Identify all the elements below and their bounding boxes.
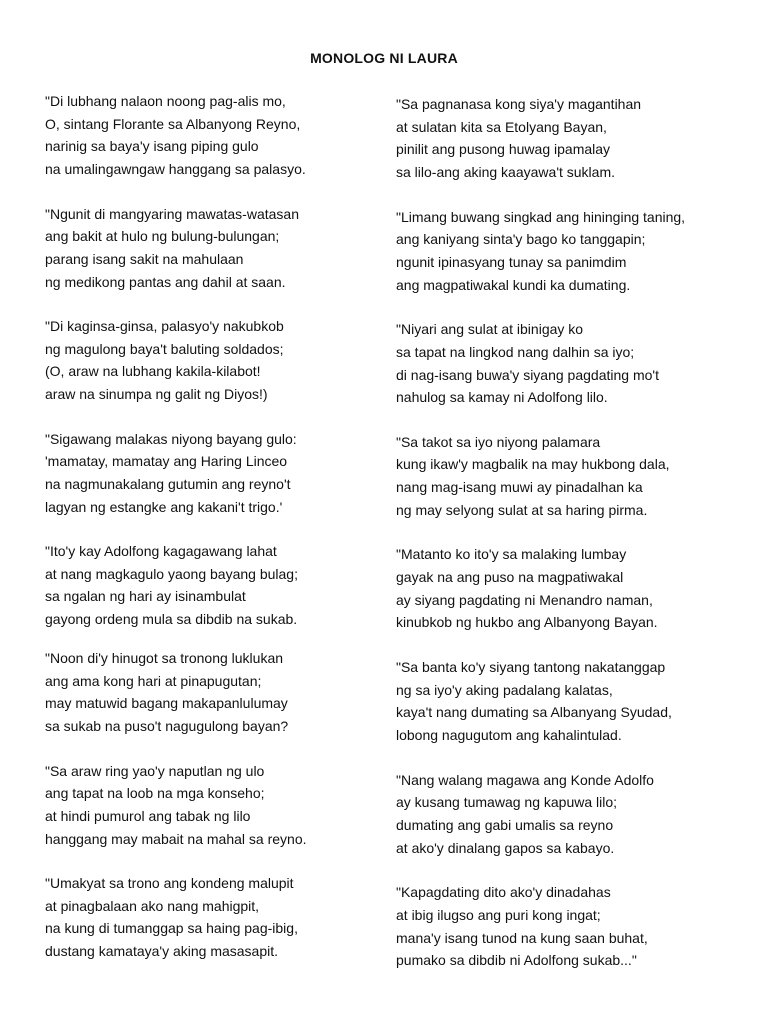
verse-line: 'mamatay, mamatay ang Haring Linceo xyxy=(45,453,288,470)
verse-line: nahulog sa kamay ni Adolfong lilo. xyxy=(396,389,608,406)
stanza xyxy=(45,760,375,873)
verse-line: ang bakit at hulo ng bulung-bulungan; xyxy=(45,228,280,245)
verse-line: lagyan ng estangke ang kakani't trigo.' xyxy=(45,498,283,515)
verse-line: "Ngunit di mangyaring mawatas-watasan xyxy=(45,205,299,222)
verse-line: "Nang walang magawa ang Konde Adolfo xyxy=(396,771,654,788)
verse-line: "Sa banta ko'y siyang tantong nakatanggap xyxy=(396,658,666,675)
verse-line: na kung di tumanggap sa haing pag-ibig, xyxy=(45,920,298,937)
verse-line: at hindi pumurol ang tabak ng lilo xyxy=(45,807,251,824)
stanza xyxy=(396,431,746,544)
verse-line: "Di lubhang nalaon noong pag-alis mo, xyxy=(45,93,286,109)
stanza xyxy=(396,769,746,882)
verse-line: mana'y isang tunod na kung saan buhat, xyxy=(396,929,648,946)
verse-line: "Niyari ang sulat at ibinigay ko xyxy=(396,321,584,338)
stanza xyxy=(45,90,375,203)
verse-line: kaya't nang dumating sa Albanyang Syudad, xyxy=(396,704,672,721)
verse-line: "Kapagdating dito ako'y dinadahas xyxy=(396,884,611,901)
verse-line: pinilit ang pusong huwag ipamalay xyxy=(396,141,611,158)
verse-line: gayong ordeng mula sa dibdib na sukab. xyxy=(45,611,298,628)
verse-line: "Limang buwang singkad ang hininging taning, xyxy=(396,208,686,225)
page-title: MONOLOG NI LAURA xyxy=(310,50,458,66)
stanza xyxy=(396,656,746,769)
verse-line: at ibig ilugso ang puri kong ingat; xyxy=(396,906,601,923)
verse-line: ng magulong baya't baluting soldados; xyxy=(45,340,284,357)
verse-line: "Noon di'y hinugot sa tronong luklukan xyxy=(45,650,284,666)
verse-line: narinig sa baya'y isang piping gulo xyxy=(45,138,259,155)
verse-line: sa lilo-ang aking kaayawa't suklam. xyxy=(396,164,616,181)
verse-line: ngunit ipinasyang tunay sa panimdim xyxy=(396,254,627,270)
verse-line: sa ngalan ng hari ay isinambulat xyxy=(45,588,246,605)
verse-line: araw na sinumpa ng galit ng Diyos!) xyxy=(45,386,268,403)
left-column xyxy=(45,90,375,985)
stanza xyxy=(45,428,375,541)
verse-line: may matuwid bagang makapanlulumay xyxy=(45,695,288,712)
verse-line: di nag-isang buwa'y siyang pagdating mo't xyxy=(396,366,659,383)
stanza xyxy=(396,206,746,319)
verse-line: gayak na ang puso na magpatiwakal xyxy=(396,569,624,586)
verse-line: parang isang sakit na mahulaan xyxy=(45,250,244,267)
verse-line: kung ikaw'y magbalik na may hukbong dala, xyxy=(396,456,670,473)
verse-line: dumating ang gabi umalis sa reyno xyxy=(396,816,614,833)
verse-line: lobong nagugutom ang kahalintulad. xyxy=(396,727,622,744)
verse-line: ang ama kong hari at pinapugutan; xyxy=(45,672,262,689)
verse-line: at pinagbalaan ako nang mahigpit, xyxy=(45,897,260,914)
verse-line: kinubkob ng hukbo ang Albanyong Bayan. xyxy=(396,614,658,631)
verse-line: hanggang may mabait na mahal sa reyno. xyxy=(45,830,307,847)
verse-line: ng may selyong sulat at sa haring pirma. xyxy=(396,501,648,518)
verse-line: at ako'y dinalang gapos sa kabayo. xyxy=(396,839,615,856)
verse-line: sa tapat na lingkod nang dalhin sa iyo; xyxy=(396,343,635,360)
verse-line: ng medikong pantas ang dahil at saan. xyxy=(45,273,286,290)
verse-line: "Sa araw ring yao'y naputlan ng ulo xyxy=(45,762,265,779)
verse-line: na nagmunakalang gutumin ang reyno't xyxy=(45,475,291,492)
stanza xyxy=(396,881,746,994)
verse-line: ang tapat na loob na mga konseho; xyxy=(45,785,265,802)
verse-line: "Di kaginsa-ginsa, palasyo'y nakubkob xyxy=(45,318,284,334)
stanza xyxy=(45,540,375,647)
stanza xyxy=(396,93,746,206)
verse-line: "Sa takot sa iyo niyong palamara xyxy=(396,433,601,450)
verse-line: dustang kamataya'y aking masasapit. xyxy=(45,943,279,960)
verse-line: na umalingawngaw hanggang sa palasyo. xyxy=(45,161,306,178)
stanza xyxy=(396,543,746,656)
stanza xyxy=(396,318,746,431)
verse-line: sa sukab na puso't nagugulong bayan? xyxy=(45,718,289,735)
verse-line: ay kusang tumawag ng kapuwa lilo; xyxy=(396,794,618,811)
verse-line: "Sa pagnanasa kong siya'y magantihan xyxy=(396,96,642,112)
verse-line: ay siyang pagdating ni Menandro naman, xyxy=(396,591,653,608)
verse-line: at nang magkagulo yaong bayang bulag; xyxy=(45,565,298,582)
stanza xyxy=(45,647,375,760)
verse-line: ang kaniyang sinta'y bago ko tanggapin; xyxy=(396,231,646,248)
verse-line: pumako sa dibdib ni Adolfong sukab..." xyxy=(396,952,637,969)
verse-line: "Sigawang malakas niyong bayang gulo: xyxy=(45,430,297,447)
verse-line: "Ito'y kay Adolfong kagagawang lahat xyxy=(45,543,277,559)
right-column xyxy=(396,93,746,994)
stanza xyxy=(45,315,375,428)
verse-line: "Umakyat sa trono ang kondeng malupit xyxy=(45,875,294,891)
verse-line: ng sa iyo'y aking padalang kalatas, xyxy=(396,681,613,698)
verse-line: O, sintang Florante sa Albanyong Reyno, xyxy=(45,115,301,132)
verse-line: ang magpatiwakal kundi ka dumating. xyxy=(396,276,631,293)
verse-line: nang mag-isang muwi ay pinadalhan ka xyxy=(396,479,643,496)
stanza xyxy=(45,203,375,316)
stanza xyxy=(45,872,375,985)
verse-line: at sulatan kita sa Etolyang Bayan, xyxy=(396,118,607,135)
verse-line: (O, araw na lubhang kakila-kilabot! xyxy=(45,363,261,380)
verse-line: "Matanto ko ito'y sa malaking lumbay xyxy=(396,546,627,563)
